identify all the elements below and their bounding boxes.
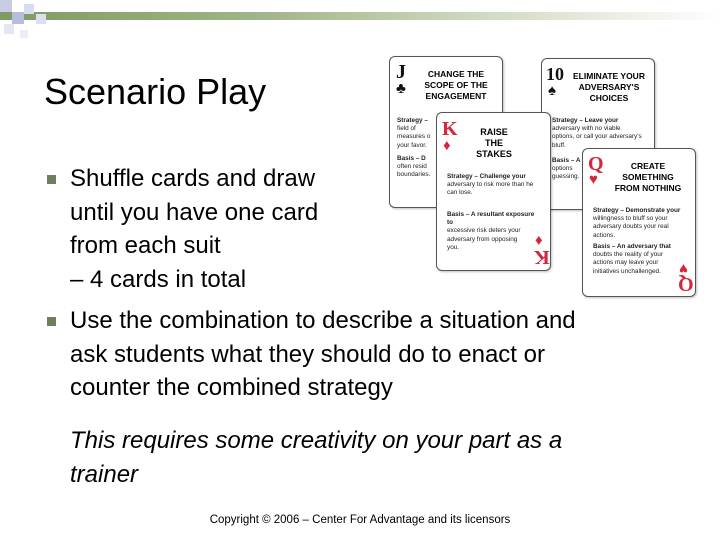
card-title-line: SOMETHING (622, 172, 674, 182)
card-line: Strategy – (397, 117, 428, 124)
header-square (4, 24, 14, 34)
card-title-line: ENGAGEMENT (425, 91, 487, 101)
note-line: This requires some creativity on your part as a (70, 427, 563, 454)
header-square (36, 14, 46, 24)
header-square (20, 30, 28, 38)
card-line: Strategy – Challenge your (447, 173, 526, 180)
card-line: can lose. (447, 189, 473, 197)
card-queen-hearts (582, 148, 696, 297)
card-title-line: STAKES (476, 149, 512, 159)
card-line: initiatives unchallenged. (593, 267, 661, 275)
card-line: boundaries. (397, 171, 431, 179)
bullet-marker (47, 317, 56, 326)
card-line: adversary to risk more than he (447, 181, 534, 189)
card-rank: 10 (546, 64, 564, 84)
note-line: trainer (70, 460, 139, 488)
header-square (12, 12, 24, 24)
copyright-footer: Copyright © 2006 – Center For Advantage and its licensors (209, 514, 511, 526)
spade-icon: ♠ (548, 82, 556, 99)
bullet-line: Use the combination to describe a situation and (70, 307, 576, 334)
bullet-line: ask students what they should do to enact or (70, 340, 545, 368)
card-strategy (593, 207, 689, 240)
club-icon: ♣ (396, 80, 406, 97)
card-title-line: CHANGE THE (427, 69, 485, 79)
card-rank: K (442, 118, 458, 140)
bullet-line: – 4 cards in total (70, 265, 247, 293)
card-basis (593, 243, 689, 276)
slide-title: Scenario Play (44, 71, 267, 112)
card-line: options (552, 165, 573, 173)
card-title-line: CREATE (630, 161, 666, 171)
card-title (605, 161, 691, 194)
card-line: field of (397, 125, 416, 133)
card-line: you. (447, 243, 460, 251)
card-line: adversary from opposing (447, 235, 518, 243)
header-square (24, 4, 34, 14)
card-title-line: SCOPE OF THE (424, 80, 488, 90)
card-basis (447, 211, 539, 252)
card-rank: Q (588, 153, 604, 175)
card-line: actions may leave your (593, 259, 659, 267)
card-title-line: ELIMINATE YOUR (573, 71, 645, 81)
card-rank: Q (678, 273, 694, 295)
card-title (459, 127, 529, 160)
card-line: guessing. (552, 173, 580, 181)
card-line: options, or call your adversary's (552, 133, 642, 141)
card-line: excessive risk deters your (447, 227, 521, 235)
header-square (0, 0, 12, 12)
card-line: your favor. (397, 141, 427, 149)
bullet-line: Shuffle cards and draw (70, 165, 316, 192)
heart-icon: ♥ (679, 260, 688, 277)
card-title-line: THE (485, 138, 503, 148)
card-title-line: ADVERSARY'S (578, 82, 640, 92)
card-title (566, 71, 652, 104)
card-line: measures o (397, 133, 431, 141)
header-bar (0, 12, 720, 20)
diamond-icon: ♦ (443, 137, 451, 154)
card-line: doubts the reality of your (593, 251, 663, 259)
card-strategy (552, 117, 650, 150)
trainer-note (70, 424, 670, 491)
bullet-line: until you have one card (70, 198, 319, 226)
card-line: actions. (593, 231, 616, 239)
card-king-diamonds (436, 112, 551, 271)
card-line: Strategy – Leave your (552, 117, 619, 124)
card-title-line: CHOICES (589, 93, 629, 103)
card-line: Basis – An adversary that (593, 243, 671, 250)
card-line: Basis – A resultant exposure to (447, 211, 535, 227)
card-rank: K (534, 246, 550, 268)
card-line: willingness to bluff so your (593, 215, 668, 223)
bullet-line: counter the combined strategy (70, 374, 393, 401)
bullet-line: from each suit (70, 232, 221, 259)
card-line: Basis – D (397, 155, 426, 162)
heart-icon: ♥ (589, 171, 598, 188)
card-line: bluff. (552, 141, 566, 149)
bullet-text (70, 304, 680, 405)
card-line: often resid (397, 163, 427, 171)
card-line: adversary doubts your real (593, 223, 669, 231)
bullet-text (70, 162, 390, 296)
bullet-marker (47, 175, 56, 184)
card-line: Basis – A (552, 157, 581, 164)
card-title-line: FROM NOTHING (614, 183, 682, 193)
diamond-icon: ♦ (535, 232, 543, 249)
card-strategy (447, 173, 543, 198)
card-line: adversary with no viable (552, 125, 621, 133)
card-line: Strategy – Demonstrate your (593, 207, 681, 214)
card-rank: J (396, 61, 406, 83)
card-title (412, 69, 500, 102)
card-title-line: RAISE (480, 127, 508, 137)
